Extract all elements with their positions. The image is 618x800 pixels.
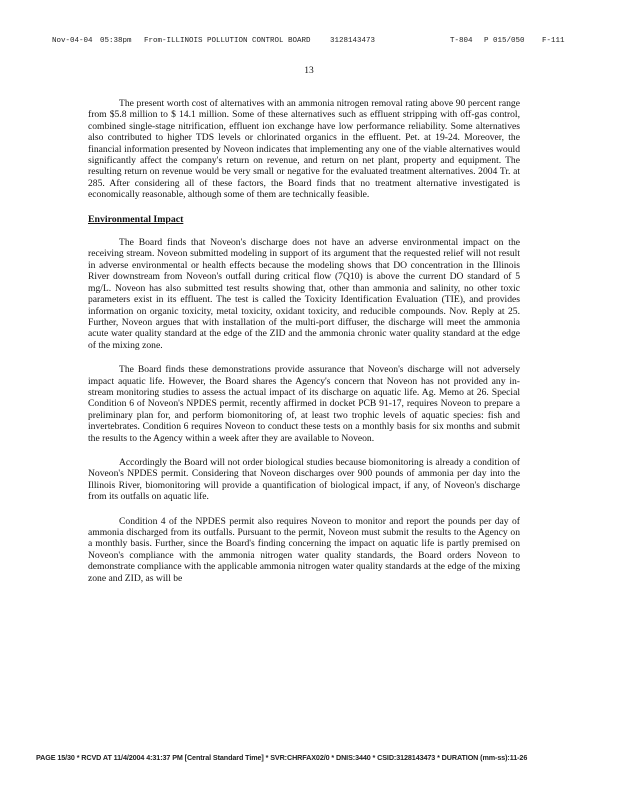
- paragraph-ammonia-monitoring: Condition 4 of the NPDES permit also requires Noveon to monitor and report the pounds per day of ammonia discharged from its outfalls. Pursuant to the permit, Noveon must submit the results to the Agency on a monthly basis. Further, since the Board's finding concerning the impact on aquatic life is partly premised on Noveon's compliance with the ammonia nitrogen water quality standards, the Board orders Noveon to demonstrate compliance with the applicable ammonia nitrogen water quality standards at the edge of the mixing zone and ZID, as will be: [88, 515, 520, 584]
- paragraph-alternatives-cost: The present worth cost of alternatives with an ammonia nitrogen removal rating above 90 percent range from $5.8 million to $ 14.1 million. Some of these alternatives such as effluent stripping with off-gas control, combined single-stage nitrification, effluent ion exchange have low performance reliability. Some alternatives also contributed to higher TDS levels or chlorinated organics in the effluent. Pet. at 19-24. Moreover, the financial information presented by Noveon indicates that implementing any one of the viable alternatives would significantly affect the company's return on revenue, and return on net plant, property and equipment. The resulting return on revenue would be very small or negative for the evaluated treatment alternatives. 2004 Tr. at 285. After considering all of these factors, the Board finds that no treatment alternative investigated is economically reasonable, although some of them are technically feasible.: [88, 98, 520, 201]
- paragraph-biomonitoring: Accordingly the Board will not order biological studies because biomonitoring is already a condition of Noveon's NPDES permit. Considering that Noveon discharges over 900 pounds of ammonia per day into the Illinois River, biomonitoring will provide a quantification of biological impact, if any, of Noveon's discharge from its outfalls on aquatic life.: [88, 456, 520, 503]
- fax-f-code: F-111: [542, 37, 565, 45]
- fax-t-code: T-804: [450, 37, 473, 45]
- fax-date: Nov-04-04: [52, 37, 93, 45]
- page-number: 13: [304, 66, 314, 76]
- fax-footer: PAGE 15/30 * RCVD AT 11/4/2004 4:31:37 PM [Central Standard Time] * SVR:CHRFAX02/0 * DNIS:3440 * CSID:3128143473 * DURATION (mm-ss):11-26: [36, 753, 528, 762]
- fax-header: [52, 37, 602, 49]
- fax-phone: 3128143473: [330, 37, 376, 45]
- fax-page-code: P 015/050: [484, 37, 525, 45]
- section-heading: Environmental Impact: [88, 213, 184, 225]
- paragraph-environmental-impact: The Board finds that Noveon's discharge does not have an adverse environmental impact on the receiving stream. Noveon submitted modeling in support of its argument that the requested relief will not result in adverse environmental or health effects because the modeling shows that DO concentration in the Illinois River downstream from Noveon's outfall during critical flow (7Q10) is above the current DO standard of 5 mg/L. Noveon has also submitted test results showing that, other than ammonia and salinity, no other toxic parameters exist in its effluent. The test is called the Toxicity Identification Evaluation (TIE), and provides information on organic toxicity, metal toxicity, oxidant toxicity, and reducible compounds. Nov. Reply at 25. Further, Noveon argues that with installation of the multi-port diffuser, the discharge will meet the ammonia acute water quality standard at the edge of the ZID and the ammonia chronic water quality standard at the edge of the mixing zone.: [88, 237, 520, 351]
- paragraph-aquatic-life: The Board finds these demonstrations provide assurance that Noveon's discharge will not adversely impact aquatic life. However, the Board shares the Agency's concern that Noveon has not provided any in-stream monitoring studies to assess the actual impact of its discharge on aquatic life. Ag. Memo at 26. Special Condition 6 of Noveon's NPDES permit, recently affirmed in docket PCB 91-17, requires Noveon to prepare a preliminary plan for, and perform biomonitoring of, at least two trophic levels of aquatic species: fish and invertebrates. Condition 6 requires Noveon to conduct these tests on a monthly basis for six months and submit the results to the Agency within a week after they are available to Noveon.: [88, 364, 520, 444]
- fax-time: 05:38pm: [100, 37, 132, 45]
- fax-sender: From-ILLINOIS POLLUTION CONTROL BOARD: [144, 37, 311, 45]
- document-body: [88, 98, 520, 584]
